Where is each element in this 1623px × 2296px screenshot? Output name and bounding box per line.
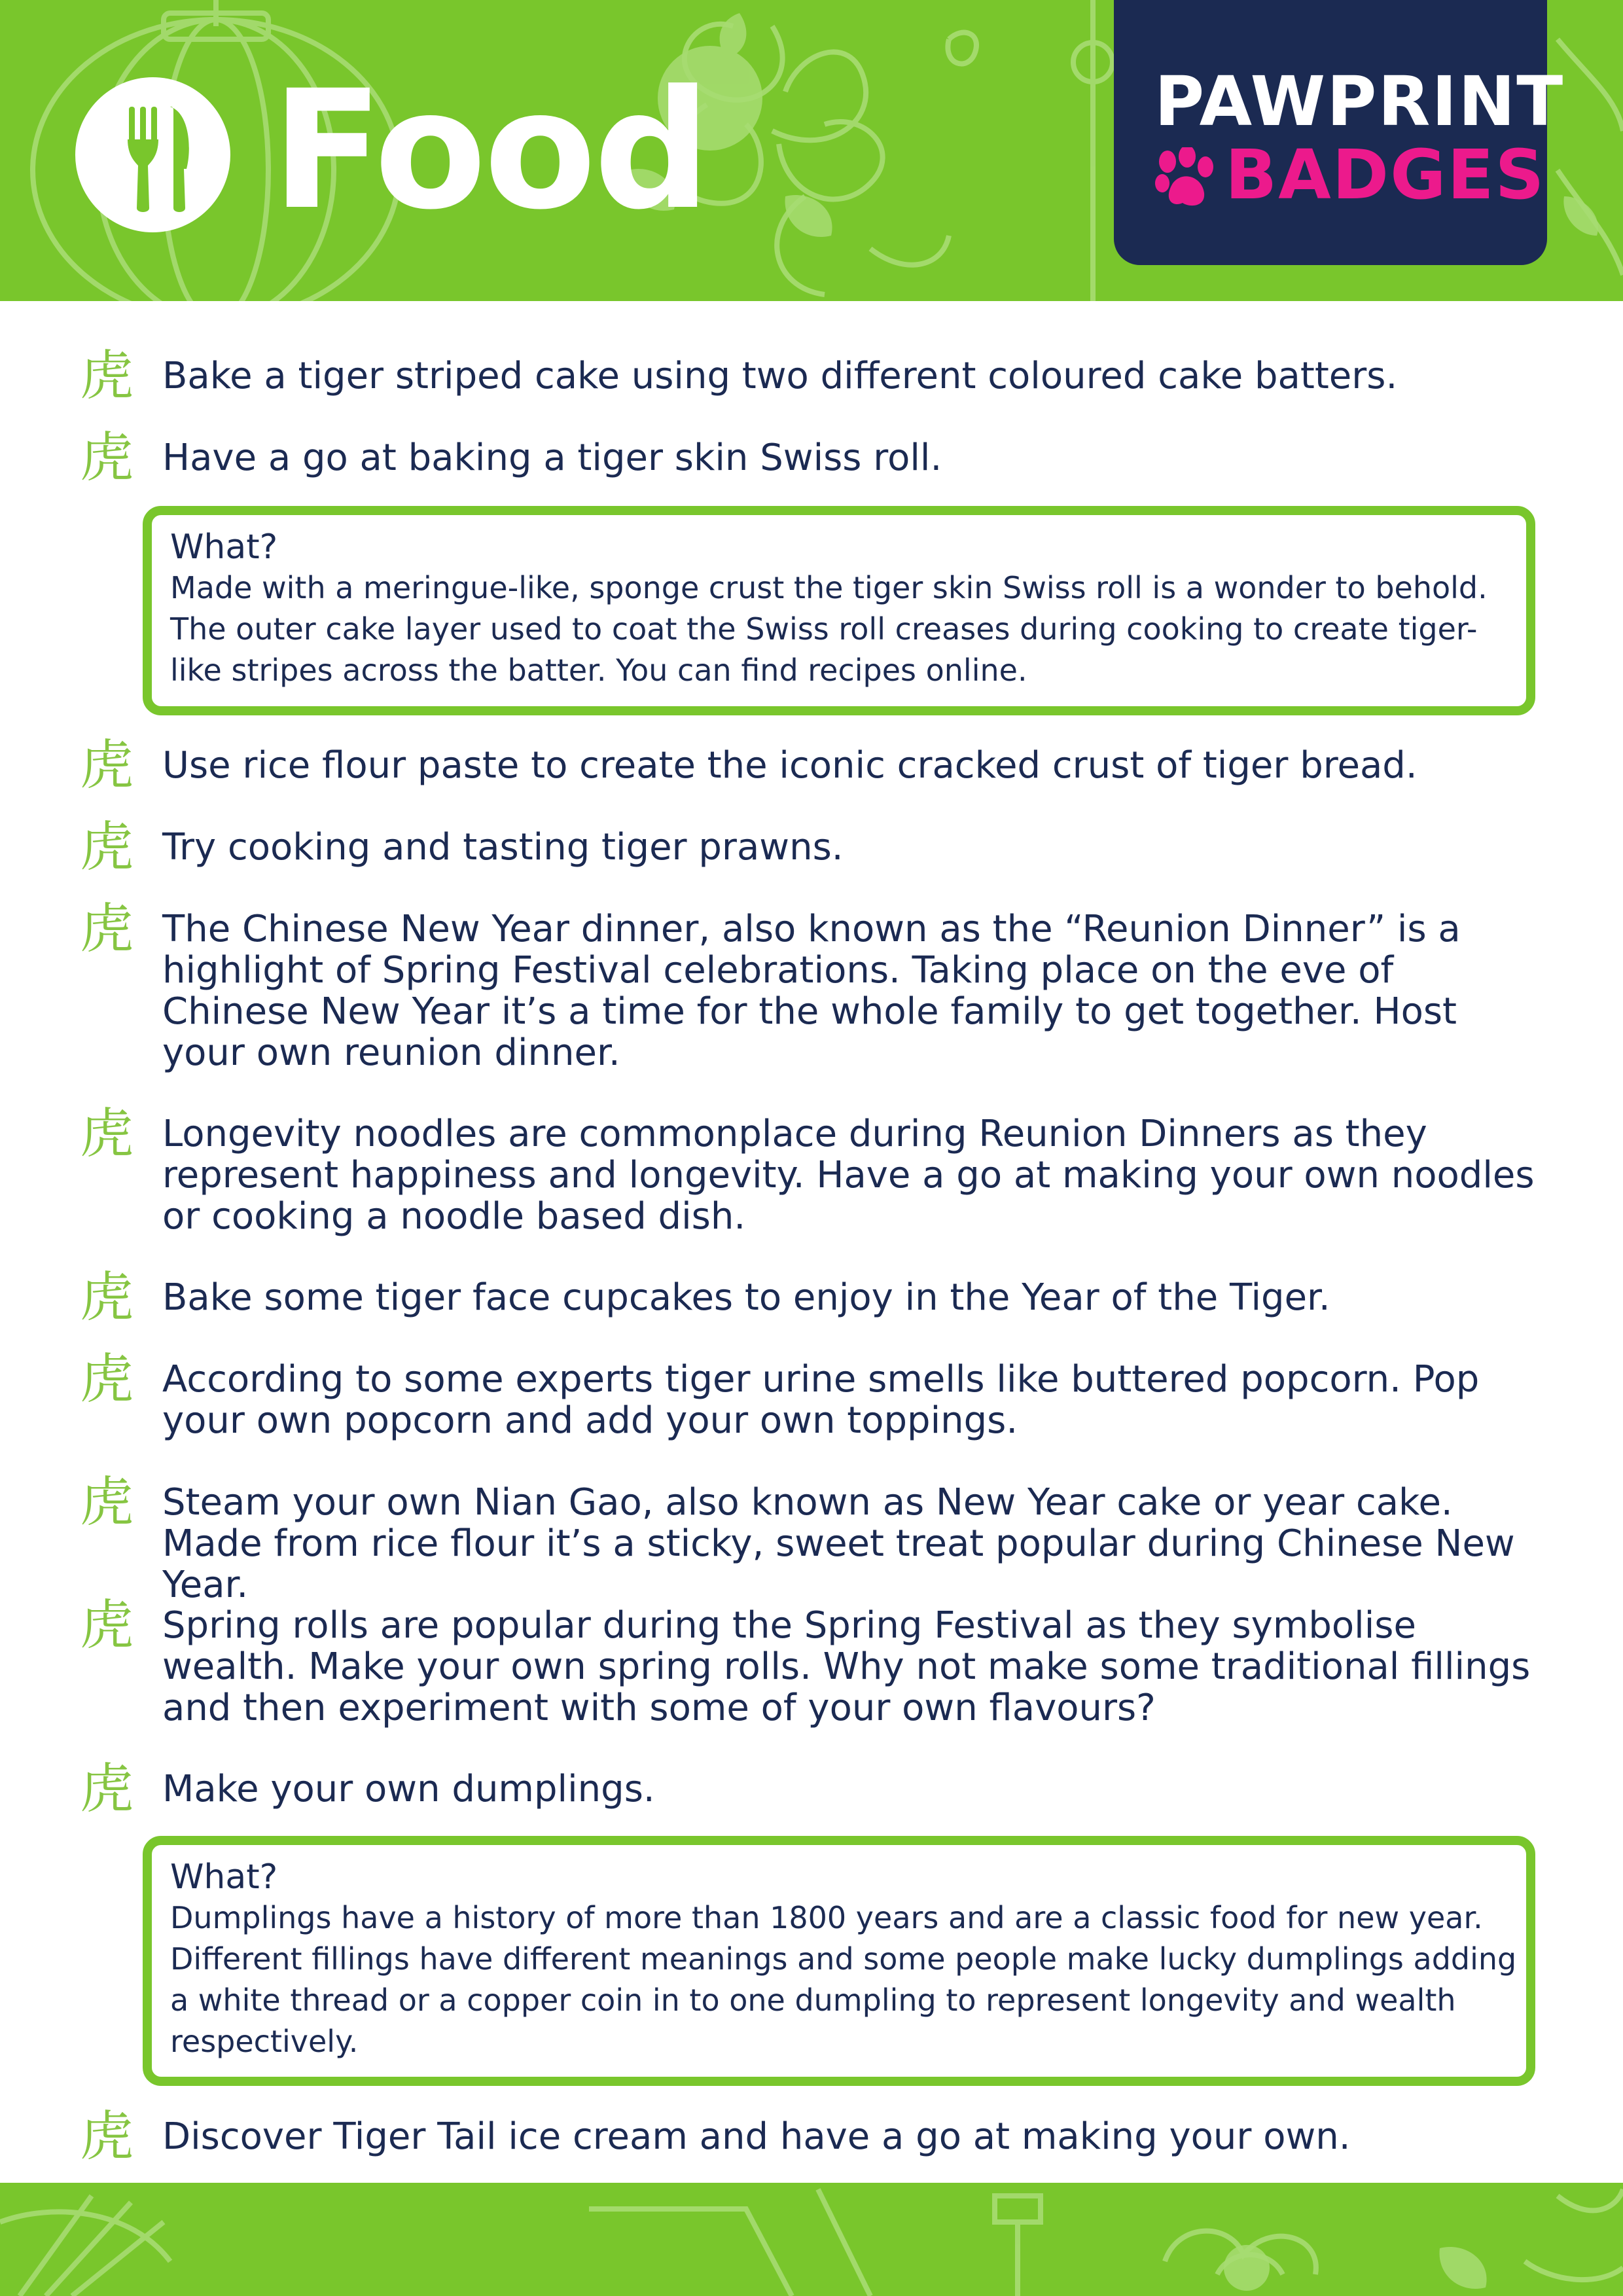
- activity-text: Longevity noodles are commonplace during Reunion Dinners as they represent happiness and longevity. Have a go at making your own noodles or cooking a noodle based dish.: [162, 1113, 1535, 1238]
- tiger-character-icon: 虎: [80, 427, 134, 489]
- tiger-character-icon: 虎: [80, 1103, 134, 1165]
- paw-icon: [1153, 147, 1219, 209]
- info-box-body: Dumplings have a history of more than 1800 years and are a classic food for new year. Different fillings have different meanings and some people make lucky dumplings adding a white thread or a copper coin in to one dumpling to represent longevity and wealth respectively.: [170, 1900, 1517, 2059]
- info-box: [143, 506, 1535, 715]
- fork-knife-icon: [75, 77, 230, 232]
- activity-text: The Chinese New Year dinner, also known as the “Reunion Dinner” is a highlight of Spring Festival celebrations. Taking place on the eve of Chinese New Year it’s a time for the whole family to get together. Host your own reunion dinner.: [162, 908, 1461, 1074]
- activity-text: Have a go at baking a tiger skin Swiss roll.: [162, 437, 942, 479]
- page-title: Food: [272, 55, 709, 245]
- activity-text: According to some experts tiger urine smells like buttered popcorn. Pop your own popcorn and add your own toppings.: [162, 1358, 1480, 1442]
- info-box-body: Made with a meringue-like, sponge crust the tiger skin Swiss roll is a wonder to behold. The outer cake layer used to coat the Swiss roll creases during cooking to create tiger-like stripes across the batter. You can find recipes online.: [170, 570, 1488, 688]
- tiger-character-icon: 虎: [80, 2106, 134, 2168]
- info-box-title: What?: [170, 528, 278, 567]
- info-box-title: What?: [170, 1857, 278, 1897]
- tiger-character-icon: 虎: [80, 1594, 134, 1657]
- footer-banner: [0, 2183, 1623, 2296]
- activity-text: Spring rolls are popular during the Spring Festival as they symbolise wealth. Make your own spring rolls. Why not make some traditional fillings and then experiment with some of your own flavours?: [162, 1604, 1531, 1729]
- activity-text: Use rice flour paste to create the iconic cracked crust of tiger bread.: [162, 744, 1418, 787]
- tiger-character-icon: 虎: [80, 898, 134, 960]
- activity-text: Make your own dumplings.: [162, 1768, 655, 1810]
- tiger-character-icon: 虎: [80, 734, 134, 797]
- fan-lantern-pattern: [0, 2183, 1623, 2296]
- logo-text-pawprint: PAWPRINT: [1154, 62, 1565, 141]
- food-badge-circle: [75, 77, 230, 232]
- info-box: [143, 1836, 1535, 2086]
- logo-text-badges: BADGES: [1225, 135, 1546, 215]
- tiger-character-icon: 虎: [80, 345, 134, 407]
- pawprint-badges-logo: [1114, 0, 1565, 265]
- activity-text: Steam your own Nian Gao, also known as New Year cake or year cake. Made from rice flour it’s a sticky, sweet treat popular during Chinese New Year.: [162, 1481, 1515, 1606]
- tiger-character-icon: 虎: [80, 816, 134, 878]
- activity-text: Bake some tiger face cupcakes to enjoy in the Year of the Tiger.: [162, 1276, 1330, 1319]
- tiger-character-icon: 虎: [80, 1758, 134, 1820]
- tiger-character-icon: 虎: [80, 1471, 134, 1534]
- activity-text: Discover Tiger Tail ice cream and have a go at making your own.: [162, 2115, 1351, 2158]
- activity-text: Try cooking and tasting tiger prawns.: [162, 826, 844, 869]
- tiger-character-icon: 虎: [80, 1348, 134, 1410]
- activity-text: Bake a tiger striped cake using two different coloured cake batters.: [162, 355, 1398, 397]
- tiger-character-icon: 虎: [80, 1266, 134, 1329]
- header-banner: [0, 0, 1623, 301]
